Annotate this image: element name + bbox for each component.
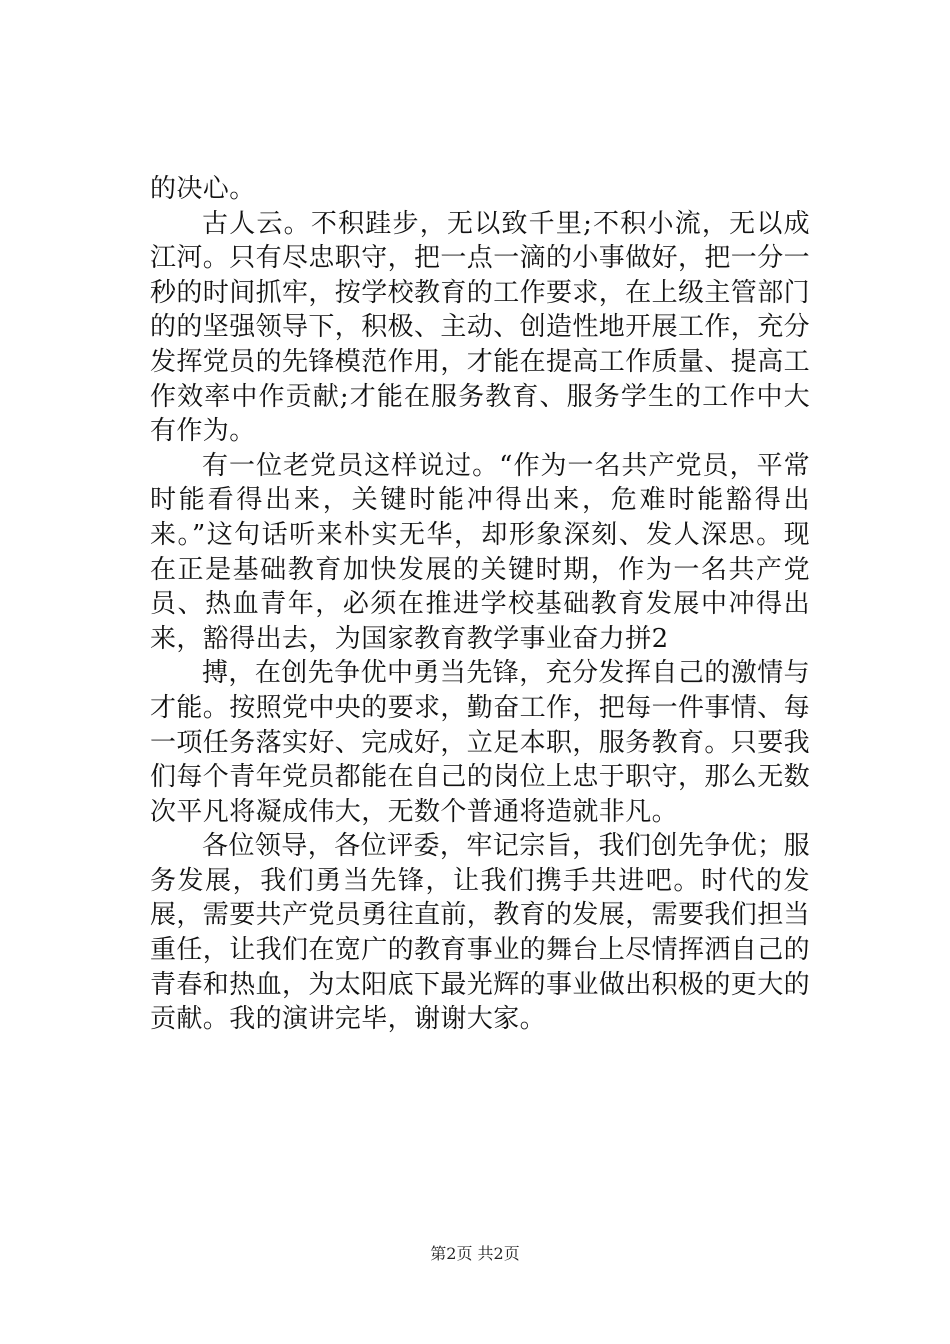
paragraph-4: 搏，在创先争优中勇当先锋，充分发挥自己的激情与才能。按照党中央的要求，勤奋工作，把每一件事情、每一项任务落实好、完成好，立足本职，服务教育。只要我们每个青年党员都能在自己的岗位上忠于职守，那么无数次平凡将凝成伟大，无数个普通将造就非凡。 — [150, 658, 811, 827]
paragraph-1: 的决心。 — [150, 174, 256, 204]
paragraph-5: 各位领导，各位评委，牢记宗旨，我们创先争优；服务发展，我们勇当先锋，让我们携手共进吧。时代的发展，需要共产党员勇往直前，教育的发展，需要我们担当重任，让我们在宽广的教育事业的舞台上尽情挥洒自己的青春和热血，为太阳底下最光辉的事业做出积极的更大的贡献。我的演讲完毕，谢谢大家。 — [150, 831, 811, 1035]
paragraph-3: 有一位老党员这样说过。“作为一名共产党员，平常时能看得出来，关键时能冲得出来，危难时能豁得出来。”这句话听来朴实无华，却形象深刻、发人深思。现在正是基础教育加快发展的关键时期，作为一名共产党员、热血青年，必须在推进学校基础教育发展中冲得出来，豁得出去，为国家教育教学事业奋力拼2 — [150, 450, 810, 654]
page-footer: 第2页 共2页 — [430, 1244, 520, 1263]
body-text — [150, 172, 810, 1037]
paragraph-2: 古人云。不积跬步，无以致千里;不积小流，无以成江河。只有尽忠职守，把一点一滴的小事做好，把一分一秒的时间抓牢，按学校教育的工作要求，在上级主管部门的的坚强领导下，积极、主动、创造性地开展工作，充分发挥党员的先锋模范作用，才能在提高工作质量、提高工作效率中作贡献;才能在服务教育、服务学生的工作中大有作为。 — [150, 208, 811, 447]
